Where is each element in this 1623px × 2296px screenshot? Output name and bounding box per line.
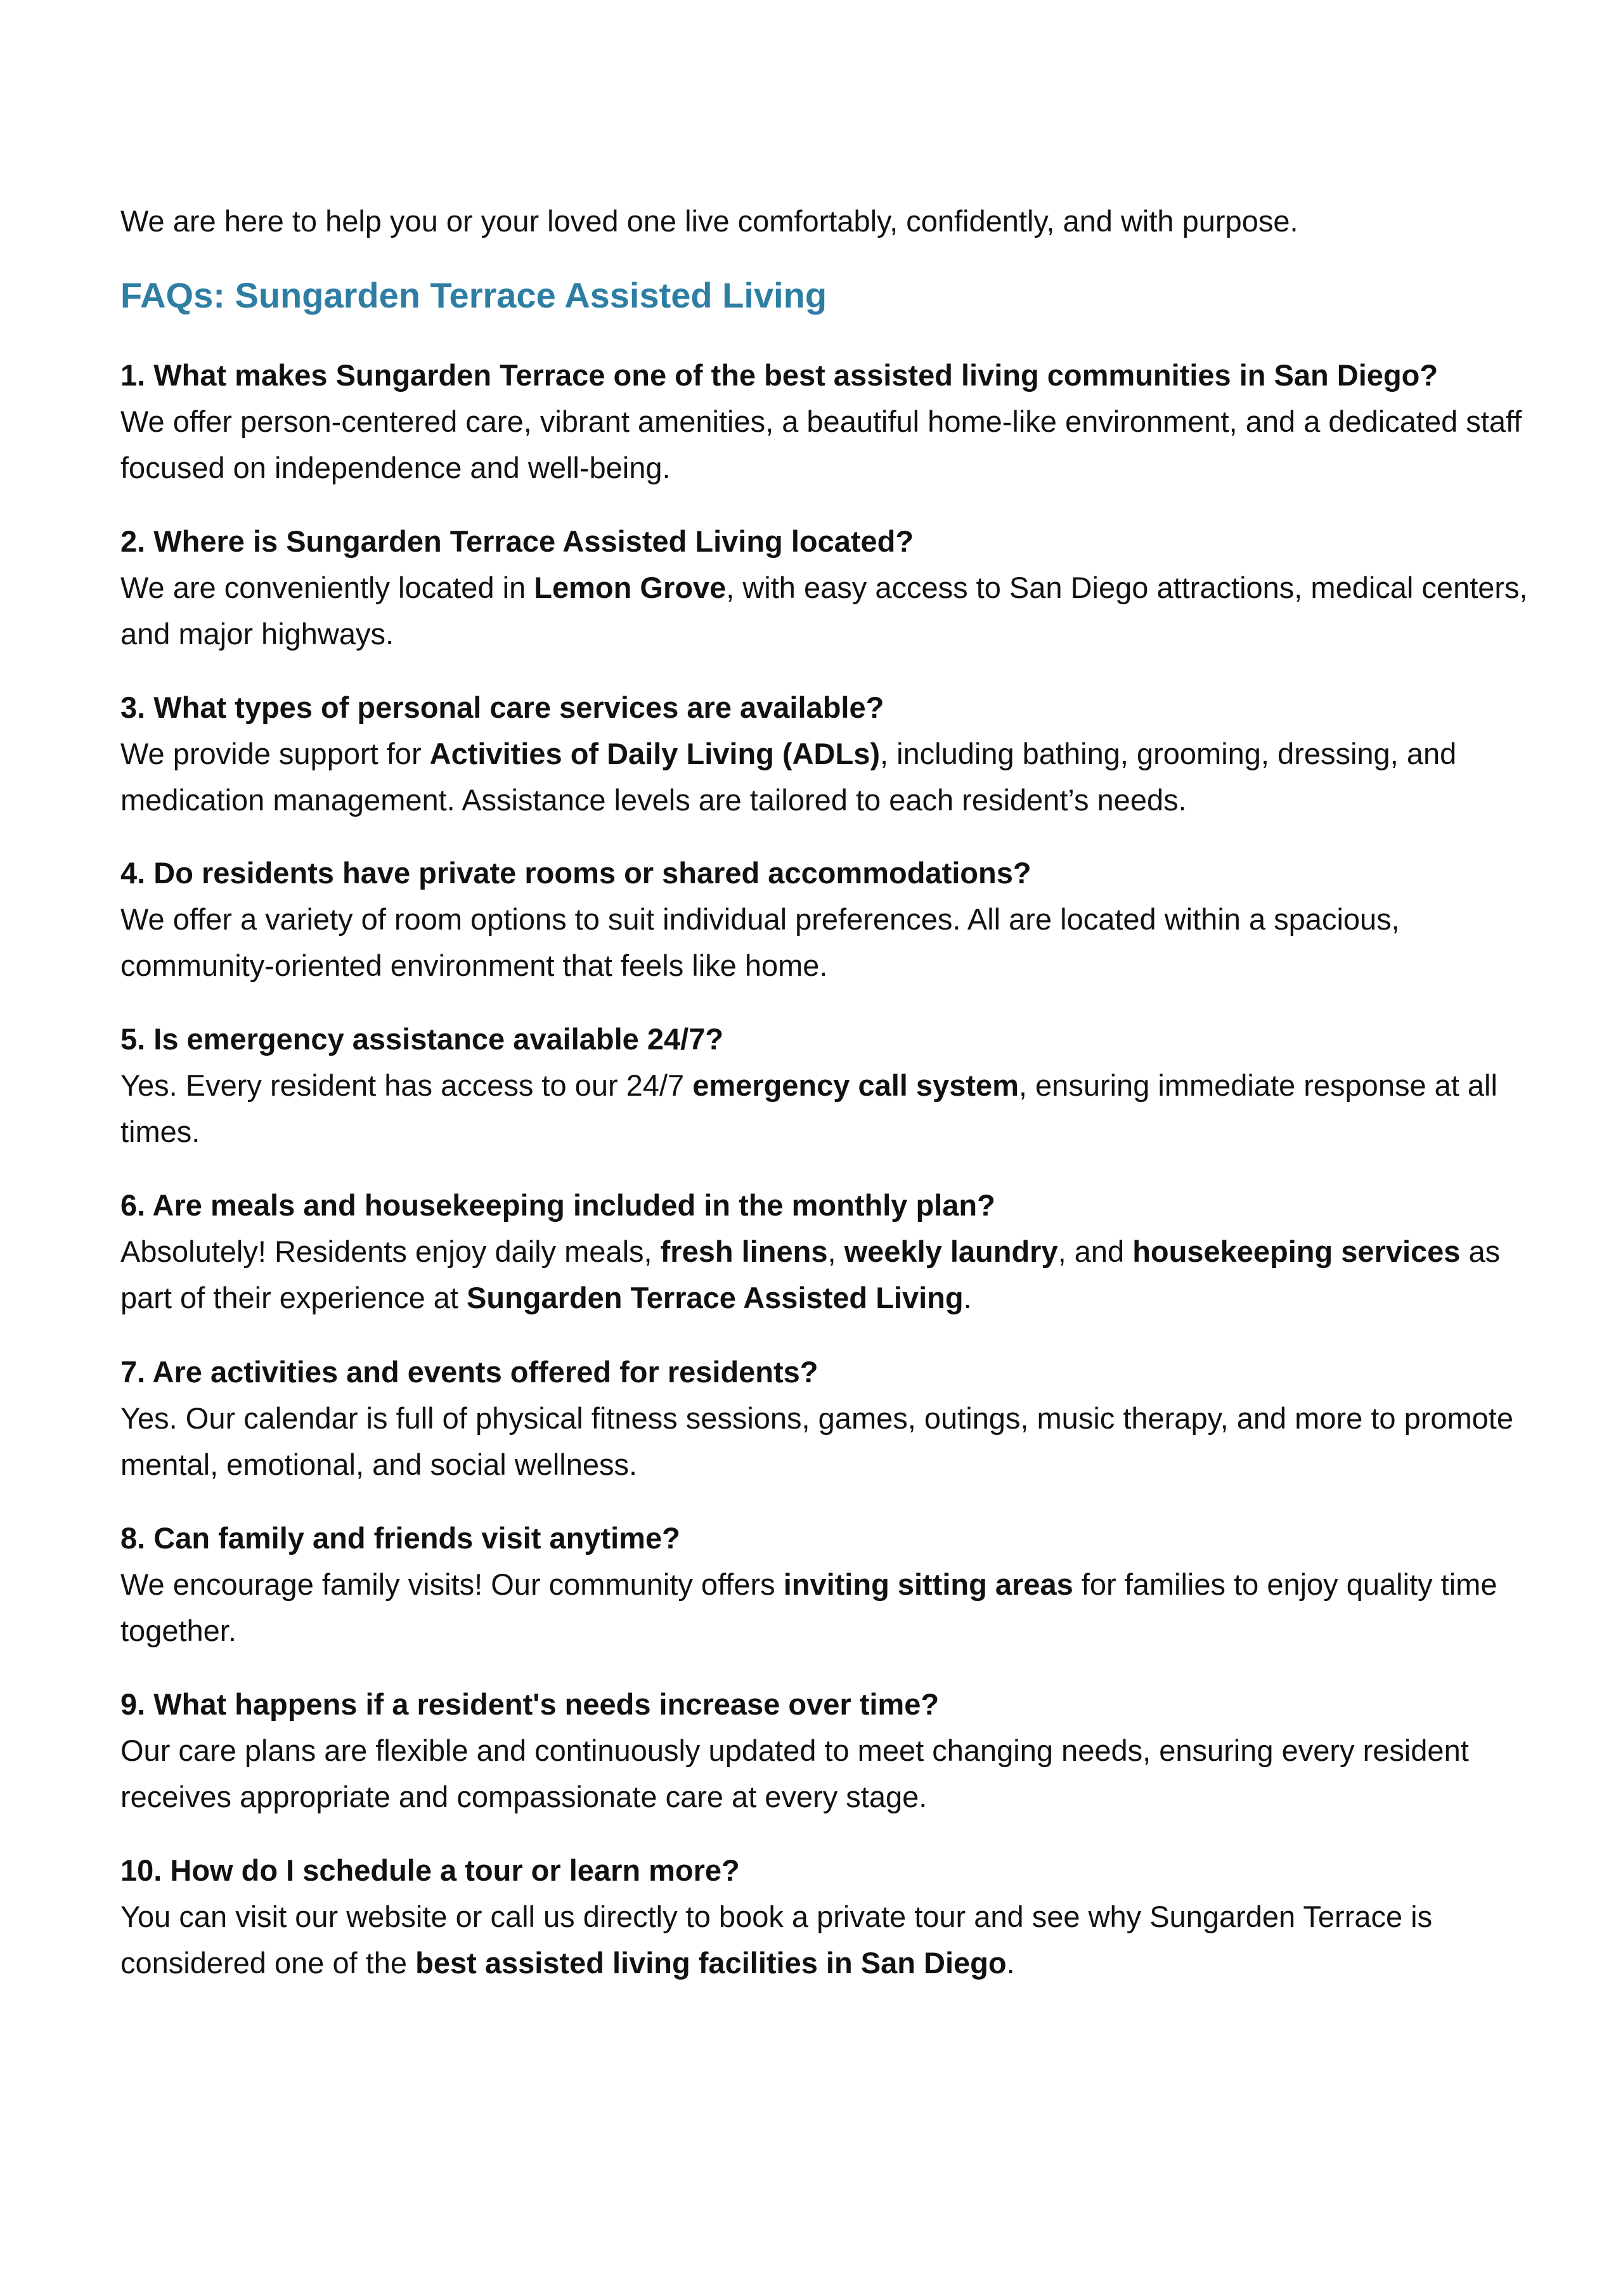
faq-answer-text: We offer a variety of room options to suit individual preferences. All are located within a spacious, community-oriented environment that feels like home. (120, 902, 1400, 982)
faq-answer-emphasis: weekly laundry (844, 1235, 1058, 1268)
faq-answer-text: We are conveniently located in (120, 571, 534, 604)
faq-answer-emphasis: best assisted living facilities in San Diego (415, 1946, 1007, 1980)
faq-question: 6. Are meals and housekeeping included in the monthly plan? (120, 1188, 995, 1222)
faq-question: 1. What makes Sungarden Terrace one of the best assisted living communities in San Diego? (120, 358, 1439, 392)
intro-text: We are here to help you or your loved one live comfortably, confidently, and with purpose. (120, 204, 1298, 238)
faq-question: 2. Where is Sungarden Terrace Assisted Living located? (120, 524, 914, 558)
faq-item (120, 850, 1528, 989)
faq-answer-text: , with easy access to San Diego attractions, medical centers, and major highways. (120, 571, 1528, 651)
faq-question: 5. Is emergency assistance available 24/7? (120, 1022, 724, 1056)
faq-answer-text: Yes. Our calendar is full of physical fitness sessions, games, outings, music therapy, and more to promote mental, emotional, and social wellness. (120, 1401, 1513, 1481)
faq-answer (120, 896, 1528, 989)
faq-answer-emphasis: housekeeping services (1132, 1235, 1461, 1268)
faq-answer-text: . (1006, 1946, 1015, 1980)
faq-answer-text: We provide support for (120, 737, 430, 770)
faq-item (120, 518, 1528, 657)
faq-answer-emphasis: fresh linens (660, 1235, 828, 1268)
faq-answer (120, 1727, 1528, 1820)
faq-heading: FAQs: Sungarden Terrace Assisted Living (120, 275, 827, 315)
faq-answer (120, 398, 1528, 491)
faq-answer-text: Absolutely! Residents enjoy daily meals, (120, 1235, 661, 1268)
faq-answer-text: Our care plans are flexible and continuously updated to meet changing needs, ensuring every resident receives appropriate and compassionate care at every stage. (120, 1734, 1469, 1813)
faq-question: 7. Are activities and events offered for residents? (120, 1355, 818, 1389)
faq-answer-text: , including bathing, grooming, dressing, and medication management. Assistance levels are tailored to each resident’s needs. (120, 737, 1457, 817)
faq-question: 4. Do residents have private rooms or shared accommodations? (120, 856, 1031, 890)
faq-answer-emphasis: inviting sitting areas (783, 1567, 1073, 1601)
faq-answer-emphasis: Lemon Grove (534, 571, 727, 604)
faq-answer-text: , (827, 1235, 844, 1268)
faq-answer-text: We offer person-centered care, vibrant amenities, a beautiful home-like environment, and a dedicated staff focused on independence and well-being. (120, 405, 1522, 484)
faq-answer-text: . (963, 1281, 972, 1314)
faq-question: 10. How do I schedule a tour or learn more? (120, 1853, 740, 1887)
faq-answer-emphasis: emergency call system (692, 1068, 1019, 1102)
faq-answer-text: , and (1057, 1235, 1133, 1268)
faq-answer (120, 1062, 1528, 1155)
faq-answer-emphasis: Sungarden Terrace Assisted Living (467, 1281, 964, 1314)
faq-item (120, 1515, 1528, 1654)
faq-answer (120, 1561, 1528, 1654)
faq-item (120, 1349, 1528, 1488)
faq-item (120, 1847, 1528, 1986)
faq-answer-text: We encourage family visits! Our community offers (120, 1567, 784, 1601)
faq-answer (120, 1395, 1528, 1488)
faq-item (120, 1681, 1528, 1820)
faq-item (120, 1016, 1528, 1155)
faq-answer-text: Yes. Every resident has access to our 24/7 (120, 1068, 693, 1102)
faq-answer-emphasis: Activities of Daily Living (ADLs) (429, 737, 880, 770)
faq-item (120, 1182, 1528, 1321)
faq-item (120, 352, 1528, 491)
faq-answer (120, 564, 1528, 657)
faq-answer (120, 730, 1528, 823)
faq-answer-text: for families to enjoy quality time together. (120, 1567, 1497, 1647)
faq-answer (120, 1228, 1528, 1321)
faq-question: 8. Can family and friends visit anytime? (120, 1521, 680, 1555)
faq-question: 9. What happens if a resident's needs increase over time? (120, 1687, 940, 1721)
faq-answer (120, 1893, 1528, 1986)
faq-question: 3. What types of personal care services are available? (120, 691, 884, 724)
faq-answer-text: You can visit our website or call us directly to book a private tour and see why Sungarden Terrace is considered one of the (120, 1900, 1433, 1980)
faq-answer-text: as part of their experience at (120, 1235, 1501, 1314)
faq-answer-text: , ensuring immediate response at all times. (120, 1068, 1497, 1148)
faq-item (120, 684, 1528, 823)
